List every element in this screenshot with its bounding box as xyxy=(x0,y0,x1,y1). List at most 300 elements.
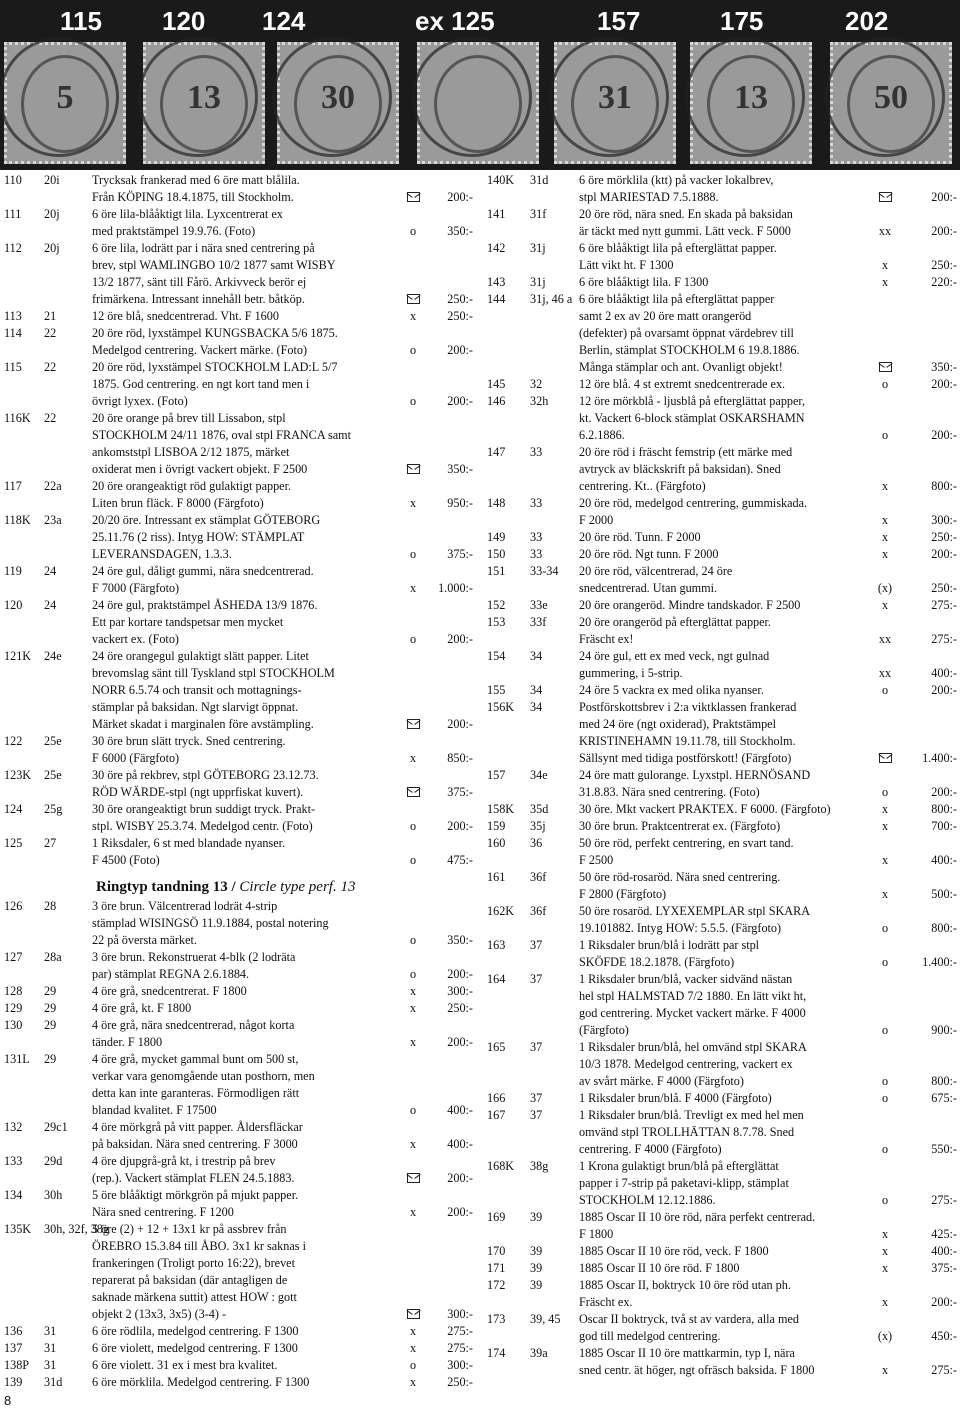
condition-mark: o xyxy=(881,377,889,391)
lot-number: 111 xyxy=(4,207,22,221)
facit-number: 32h xyxy=(530,394,549,408)
lot-price: 200:- xyxy=(447,967,473,981)
condition-mark: x xyxy=(409,1205,417,1219)
stamp-value: 13 xyxy=(734,79,768,116)
lot-description: 20 öre röd, medelgod centrering, gummiskada. F 2000 xyxy=(579,496,808,527)
condition-mark: xx xyxy=(878,632,892,646)
lot-price: 200:- xyxy=(931,785,957,799)
lot-entry xyxy=(487,240,957,274)
facit-number: 35j xyxy=(530,819,546,833)
condition-mark: o xyxy=(881,921,889,935)
facit-number: 33f xyxy=(530,615,547,629)
facit-number: 31j, 46 a xyxy=(530,292,573,306)
lot-entry xyxy=(4,1374,474,1391)
lot-price: 400:- xyxy=(931,853,957,867)
facit-number: 30h, 32f, 38g xyxy=(44,1222,109,1236)
lot-price: 200:- xyxy=(931,683,957,697)
lot-entry xyxy=(487,937,957,971)
lot-price: 200:- xyxy=(447,717,473,731)
lot-number: 156K xyxy=(487,700,515,714)
lot-description: 20 öre orangeröd. Mindre tandskador. F 2500 xyxy=(579,598,801,612)
facit-number: 22 xyxy=(44,411,57,425)
facit-number: 29d xyxy=(44,1154,63,1168)
condition-mark: o xyxy=(409,547,417,561)
condition-mark: x xyxy=(409,1324,417,1338)
lot-price: 250:- xyxy=(931,581,957,595)
lot-price: 200:- xyxy=(931,547,957,561)
facit-number: 25g xyxy=(44,802,63,816)
facit-number: 39 xyxy=(530,1210,543,1224)
condition-mark: x xyxy=(409,309,417,323)
facit-number: 38g xyxy=(530,1159,549,1173)
facit-number: 34e xyxy=(530,768,548,782)
lot-description: 50 öre rosaröd. LYXEXEMPLAR stpl SKARA 19.101882. Intyg HOW: 5.5.5. (Färgfoto) xyxy=(579,904,811,935)
lot-number: 174 xyxy=(487,1346,506,1360)
lot-entry xyxy=(487,1243,957,1260)
lot-number: 150 xyxy=(487,547,506,561)
lot-number: 126 xyxy=(4,899,23,913)
lot-description: 24 öre gul, ett ex med veck, ngt gulnad gummering, i 5-strip. xyxy=(579,649,770,680)
lot-price: 350:- xyxy=(447,462,473,476)
facit-number: 22 xyxy=(44,360,57,374)
lot-number: 131L xyxy=(4,1052,30,1066)
envelope-icon xyxy=(407,294,420,304)
banner-label: 175 xyxy=(720,6,764,36)
condition-mark: x xyxy=(409,984,417,998)
banner-label: 124 xyxy=(262,6,306,36)
condition-mark: xx xyxy=(878,224,892,238)
lot-number: 128 xyxy=(4,984,23,998)
stamp-value: 31 xyxy=(598,79,632,116)
facit-number: 21 xyxy=(44,309,57,323)
lot-entry xyxy=(487,1209,957,1243)
facit-number: 33 xyxy=(530,496,543,510)
condition-mark: x xyxy=(409,1375,417,1389)
condition-mark: x xyxy=(881,853,889,867)
facit-number: 20j xyxy=(44,207,60,221)
banner-label: 115 xyxy=(60,6,102,36)
lot-entry xyxy=(4,801,474,835)
lot-description: 6 öre lila, lodrätt par i nära sned centrering på brev, stpl WAMLINGBO 10/2 1877 samt WISBY 13/2 1877, sänt till Fårö. Arkivveck berör ej frimärkena. Intressant innehåll betr. båtköp. xyxy=(92,241,336,306)
envelope-icon xyxy=(407,1309,420,1319)
lot-number: 132 xyxy=(4,1120,23,1134)
stamp-value: 50 xyxy=(874,79,908,116)
lot-entry xyxy=(487,1345,957,1379)
facit-number: 24 xyxy=(44,598,57,612)
condition-mark: xx xyxy=(878,666,892,680)
lot-price: 275:- xyxy=(447,1341,473,1355)
condition-mark: x xyxy=(881,530,889,544)
lot-entry xyxy=(487,1158,957,1209)
lot-description: 4 öre grå, mycket gammal bunt om 500 st, verkar vara genomgående utan posthorn, men detta kan inte garanteras. Förmodligen rätt blandad kvalitet. F 17500 xyxy=(92,1052,315,1117)
condition-mark xyxy=(869,750,901,767)
lot-number: 157 xyxy=(487,768,506,782)
lot-price: 250:- xyxy=(447,1375,473,1389)
facit-number: 33 xyxy=(530,530,543,544)
lot-number: 139 xyxy=(4,1375,23,1389)
lot-price: 450:- xyxy=(931,1329,957,1343)
lot-number: 142 xyxy=(487,241,506,255)
condition-mark: x xyxy=(409,1001,417,1015)
lot-number: 159 xyxy=(487,819,506,833)
lot-entry xyxy=(4,949,474,983)
facit-number: 31 xyxy=(44,1341,57,1355)
lot-entry xyxy=(4,733,474,767)
condition-mark: x xyxy=(881,275,889,289)
lot-entry xyxy=(4,597,474,648)
lot-number: 116K xyxy=(4,411,31,425)
lot-entry xyxy=(487,682,957,699)
condition-mark: x xyxy=(881,1244,889,1258)
lot-price: 425:- xyxy=(931,1227,957,1241)
lot-entry xyxy=(4,1153,474,1187)
lot-description: 1 Riksdaler, 6 st med blandade nyanser. F 4500 (Foto) xyxy=(92,836,286,867)
lot-number: 144 xyxy=(487,292,506,306)
facit-number: 25e xyxy=(44,734,62,748)
lot-description: 20 öre orangeaktigt röd gulaktigt papper. Liten brun fläck. F 8000 (Färgfoto) xyxy=(92,479,292,510)
lot-description: 6 öre blååktigt lila på efterglättat papper. Lätt vikt ht. F 1300 xyxy=(579,241,777,272)
lot-description: 50 öre röd, perfekt centrering, en svart tand. F 2500 xyxy=(579,836,794,867)
lot-price: 500:- xyxy=(931,887,957,901)
stamp-image xyxy=(830,42,952,164)
lot-description: 4 öre grå, kt. F 1800 xyxy=(92,1001,192,1015)
lot-price: 200:- xyxy=(447,190,473,204)
lot-price: 200:- xyxy=(447,343,473,357)
lot-entry xyxy=(487,274,957,291)
lot-price: 300:- xyxy=(447,984,473,998)
lot-description: 12 öre mörkblå - ljusblå på efterglättat papper, kt. Vackert 6-block stämplat OSKARSHAMN 6.2.1886. xyxy=(579,394,806,442)
lot-entry xyxy=(4,172,474,206)
lot-entry xyxy=(4,1000,474,1017)
banner-label: 202 xyxy=(845,6,889,36)
lot-price: 275:- xyxy=(447,1324,473,1338)
lot-price: 200:- xyxy=(447,632,473,646)
lot-entry xyxy=(4,983,474,1000)
lot-price: 400:- xyxy=(931,666,957,680)
lot-number: 112 xyxy=(4,241,22,255)
facit-number: 29c1 xyxy=(44,1120,68,1134)
lot-price: 300:- xyxy=(931,513,957,527)
condition-mark: x xyxy=(409,751,417,765)
page-number: 8 xyxy=(4,1393,12,1408)
lot-description: 4 öre grå, nära snedcentrerad, något korta tänder. F 1800 xyxy=(92,1018,295,1049)
facit-number: 31d xyxy=(530,173,549,187)
lot-entry xyxy=(4,325,474,359)
facit-number: 37 xyxy=(530,1040,543,1054)
lot-description: 1 Krona gulaktigt brun/blå på efterglättat papper i 7-strip på paketavi-klipp, stämplat STOCKHOLM 12.12.1886. xyxy=(579,1159,789,1207)
condition-mark: o xyxy=(409,819,417,833)
lot-number: 164 xyxy=(487,972,506,986)
condition-mark: o xyxy=(409,1358,417,1372)
lot-number: 169 xyxy=(487,1210,506,1224)
condition-mark: x xyxy=(409,581,417,595)
lot-description: 12 öre blå, snedcentrerad. Vht. F 1600 xyxy=(92,309,279,323)
lot-price: 400:- xyxy=(447,1103,473,1117)
lot-number: 167 xyxy=(487,1108,506,1122)
lot-entry xyxy=(487,495,957,529)
right-column xyxy=(487,172,957,1379)
lot-price: 275:- xyxy=(931,1193,957,1207)
lot-number: 160 xyxy=(487,836,506,850)
lot-description: 4 öre mörkgrå på vitt papper. Åldersfläckar på baksidan. Nära sned centrering. F 3000 xyxy=(92,1120,303,1151)
lot-number: 163 xyxy=(487,938,506,952)
lot-number: 162K xyxy=(487,904,515,918)
lot-entry xyxy=(487,376,957,393)
envelope-icon xyxy=(407,787,420,797)
lot-number: 152 xyxy=(487,598,506,612)
condition-mark: o xyxy=(881,683,889,697)
condition-mark: x xyxy=(881,1227,889,1241)
lot-number: 134 xyxy=(4,1188,23,1202)
facit-number: 24e xyxy=(44,649,62,663)
lot-description: 6 öre mörklila (ktt) på vacker lokalbrev, stpl MARIESTAD 7.5.1888. xyxy=(579,173,774,204)
condition-mark: x xyxy=(881,1295,889,1309)
condition-mark: x xyxy=(881,819,889,833)
lot-price: 250:- xyxy=(931,258,957,272)
lot-description: 3 öre brun. Välcentrerad lodrät 4-strip stämplad WISINGSÖ 11.9.1884, postal notering 22 på översta märket. xyxy=(92,899,329,947)
facit-number: 31j xyxy=(530,241,546,255)
lot-entry xyxy=(4,410,474,478)
lot-number: 141 xyxy=(487,207,506,221)
heading-text-english: Circle type perf. 13 xyxy=(239,879,356,895)
condition-mark xyxy=(402,461,424,478)
lot-number: 172 xyxy=(487,1278,506,1292)
facit-number: 28 xyxy=(44,899,57,913)
lot-entry xyxy=(4,512,474,563)
condition-mark: x xyxy=(881,479,889,493)
left-column xyxy=(4,172,474,1391)
lot-description: 6 öre rödlila, medelgod centrering. F 1300 xyxy=(92,1324,299,1338)
lot-description: 20 öre röd. Ngt tunn. F 2000 xyxy=(579,547,719,561)
lot-number: 155 xyxy=(487,683,506,697)
lot-description: 20 öre röd, välcentrerad, 24 öre snedcentrerad. Utan gummi. xyxy=(579,564,733,595)
lot-price: 800:- xyxy=(931,802,957,816)
facit-number: 20i xyxy=(44,173,60,187)
lot-description: 1 Riksdaler brun/blå. F 4000 (Färgfoto) xyxy=(579,1091,772,1105)
lot-description: 20 öre orangeröd på efterglättat papper. Fräscht ex! xyxy=(579,615,771,646)
condition-mark: o xyxy=(409,967,417,981)
lot-description: 6 öre mörklila. Medelgod centrering. F 1300 xyxy=(92,1375,310,1389)
lot-price: 350:- xyxy=(931,360,957,374)
lot-price: 200:- xyxy=(447,819,473,833)
lot-price: 300:- xyxy=(447,1307,473,1321)
lot-price: 200:- xyxy=(931,1295,957,1309)
lot-entry xyxy=(487,818,957,835)
lot-price: 275:- xyxy=(931,632,957,646)
lot-entry xyxy=(4,1051,474,1119)
lot-price: 200:- xyxy=(931,190,957,204)
lot-number: 118K xyxy=(4,513,31,527)
lot-price: 375:- xyxy=(447,547,473,561)
lot-number: 123K xyxy=(4,768,32,782)
banner-label: 120 xyxy=(162,6,206,36)
facit-number: 35d xyxy=(530,802,549,816)
lot-price: 700:- xyxy=(931,819,957,833)
lot-price: 1.000:- xyxy=(438,581,473,595)
facit-number: 29 xyxy=(44,1018,57,1032)
lot-description: 6 öre lila-blååktigt lila. Lyxcentrerat ex med praktstämpel 19.9.76. (Foto) xyxy=(92,207,283,238)
lot-number: 143 xyxy=(487,275,506,289)
stamp-value: 5 xyxy=(56,79,74,116)
condition-mark xyxy=(402,1306,424,1323)
lot-entry xyxy=(487,869,957,903)
lot-price: 200:- xyxy=(931,377,957,391)
facit-number: 37 xyxy=(530,1091,543,1105)
lot-description: 5 öre (2) + 12 + 13x1 kr på assbrev från ÖREBRO 15.3.84 till ÅBO. 3x1 kr saknas i frankeringen (Troligt porto 16:22), brevet reparerat på baksidan (där antagligen de saknade märkena suttit) attest HOW : gott objekt 2 (13x3, 3x5) (3-4) - xyxy=(92,1222,306,1321)
lot-description: 5 öre blååktigt mörkgrön på mjukt papper. Nära sned centrering. F 1200 xyxy=(92,1188,299,1219)
lot-number: 168K xyxy=(487,1159,515,1173)
lot-entry xyxy=(487,1090,957,1107)
lot-entry xyxy=(4,1340,474,1357)
lot-entry xyxy=(4,898,474,949)
lot-entry xyxy=(4,240,474,308)
lot-description: 20 öre orange på brev till Lissabon, stpl STOCKHOLM 24/11 1876, oval stpl FRANCA samt ankomststpl LISBOA 2/12 1875, märket oxiderat men i övrigt vackert objekt. F 2500 xyxy=(92,411,352,476)
envelope-icon xyxy=(879,192,892,202)
lot-entry xyxy=(487,1039,957,1090)
lot-entry xyxy=(487,546,957,563)
lot-description: 24 öre orangegul gulaktigt slätt papper. Litet brevomslag sänt till Tyskland stpl STOCKHOLM NORR 6.5.74 och transit och mottagnings- stämplar på baksidan. Ngt slarvigt öppnat. Märket skadat i marginalen före avstämpling. xyxy=(92,649,335,731)
stamp-value: 30 xyxy=(321,79,355,116)
lot-entry xyxy=(487,1107,957,1158)
condition-mark: x xyxy=(881,258,889,272)
lot-description: 1885 Oscar II 10 öre röd, veck. F 1800 xyxy=(579,1244,769,1258)
lot-entry xyxy=(487,801,957,818)
lot-number: 153 xyxy=(487,615,506,629)
facit-number: 36f xyxy=(530,904,547,918)
lot-number: 114 xyxy=(4,326,22,340)
envelope-icon xyxy=(407,719,420,729)
lot-description: 1 Riksdaler brun/blå, hel omvänd stpl SKARA 10/3 1878. Medelgod centrering, vackert ex av svårt märke. F 4000 (Färgfoto) xyxy=(579,1040,807,1088)
lot-price: 350:- xyxy=(447,933,473,947)
lot-number: 119 xyxy=(4,564,22,578)
lot-number: 165 xyxy=(487,1040,506,1054)
facit-number: 28a xyxy=(44,950,62,964)
lot-description: 1 Riksdaler brun/blå i lodrätt par stpl SKÖFDE 18.2.1878. (Färgfoto) xyxy=(579,938,760,969)
condition-mark xyxy=(869,359,901,376)
condition-mark: x xyxy=(881,598,889,612)
facit-number: 39 xyxy=(530,1278,543,1292)
condition-mark: o xyxy=(881,1074,889,1088)
facit-number: 34 xyxy=(530,683,543,697)
lot-entry xyxy=(487,597,957,614)
condition-mark: o xyxy=(409,1103,417,1117)
lot-price: 200:- xyxy=(447,394,473,408)
lot-price: 200:- xyxy=(931,428,957,442)
lot-description: Trycksak frankerad med 6 öre matt blålila. Från KÖPING 18.4.1875, till Stockholm. xyxy=(92,173,300,204)
condition-mark: x xyxy=(881,887,889,901)
lot-entry xyxy=(487,699,957,767)
facit-number: 34 xyxy=(530,700,543,714)
lot-number: 140K xyxy=(487,173,515,187)
facit-number: 39a xyxy=(530,1346,548,1360)
lot-entry xyxy=(487,1311,957,1345)
lot-number: 136 xyxy=(4,1324,23,1338)
lot-number: 129 xyxy=(4,1001,23,1015)
condition-mark xyxy=(402,189,424,206)
condition-mark: o xyxy=(881,1193,889,1207)
lot-number: 121K xyxy=(4,649,32,663)
lot-description: 20 öre röd i fräscht femstrip (ett märke med avtryck av bläckskrift på baksidan). Sned centrering. Kt.. (Färgfoto) xyxy=(579,445,793,493)
lot-price: 1.400:- xyxy=(922,751,957,765)
lot-entry xyxy=(4,835,474,869)
condition-mark: o xyxy=(409,394,417,408)
facit-number: 30h xyxy=(44,1188,63,1202)
condition-mark: x xyxy=(881,1261,889,1275)
facit-number: 22a xyxy=(44,479,62,493)
lot-entry xyxy=(4,478,474,512)
condition-mark: x xyxy=(409,1035,417,1049)
condition-mark: x xyxy=(409,1137,417,1151)
facit-number: 33e xyxy=(530,598,548,612)
lot-entry xyxy=(487,648,957,682)
lot-price: 800:- xyxy=(931,479,957,493)
lot-description: 30 öre brun. Praktcentrerat ex. (Färgfoto) xyxy=(579,819,781,833)
lot-price: 800:- xyxy=(931,921,957,935)
lot-price: 675:- xyxy=(931,1091,957,1105)
condition-mark: o xyxy=(881,1023,889,1037)
lot-entry xyxy=(487,393,957,444)
lot-number: 154 xyxy=(487,649,506,663)
lot-price: 375:- xyxy=(447,785,473,799)
facit-number: 36 xyxy=(530,836,543,850)
facit-number: 24 xyxy=(44,564,57,578)
facit-number: 20j xyxy=(44,241,60,255)
facit-number: 31j xyxy=(530,275,546,289)
lot-number: 145 xyxy=(487,377,506,391)
lot-description: 20/20 öre. Intressant ex stämplat GÖTEBORG 25.11.76 (2 riss). Intyg HOW: STÄMPLAT LEVERANSDAGEN, 1.3.3. xyxy=(92,513,321,561)
heading-text: Ringtyp tandning 13 xyxy=(96,879,228,895)
condition-mark: o xyxy=(881,785,889,799)
condition-mark xyxy=(402,784,424,801)
condition-mark: x xyxy=(409,1341,417,1355)
facit-number: 33 xyxy=(530,445,543,459)
lot-entry xyxy=(487,971,957,1039)
facit-number: 29 xyxy=(44,1052,57,1066)
condition-mark: x xyxy=(409,496,417,510)
lot-description: 30 öre orangeaktigt brun suddigt tryck. Prakt- stpl. WISBY 25.3.74. Medelgod centr. (Foto) xyxy=(92,802,316,833)
lot-entry xyxy=(4,1187,474,1221)
lot-description: 24 öre gul, dåligt gummi, nära snedcentrerad. F 7000 (Färgfoto) xyxy=(92,564,314,595)
stamp-value: 13 xyxy=(187,79,221,116)
lot-entry xyxy=(487,1277,957,1311)
lot-description: 50 öre röd-rosaröd. Nära sned centrering. F 2800 (Färgfoto) xyxy=(579,870,781,901)
facit-number: 36f xyxy=(530,870,547,884)
facit-number: 32 xyxy=(530,377,543,391)
stamp-image xyxy=(690,42,812,164)
facit-number: 37 xyxy=(530,1108,543,1122)
lot-entry xyxy=(487,835,957,869)
lot-description: 24 öre gul, praktstämpel ÅSHEDA 13/9 1876. Ett par kortare tandspetsar men mycket vackert ex. (Foto) xyxy=(92,598,318,646)
lot-entry xyxy=(4,648,474,733)
lot-number: 122 xyxy=(4,734,23,748)
lot-price: 250:- xyxy=(447,309,473,323)
lot-number: 133 xyxy=(4,1154,23,1168)
condition-mark: x xyxy=(881,513,889,527)
stamp-image xyxy=(554,42,676,164)
lot-entry xyxy=(487,767,957,801)
lot-description: 1885 Oscar II 10 öre mattkarmin, typ I, nära sned centr. ät höger, ngt ofräsch baksida. F 1800 xyxy=(579,1346,815,1377)
condition-mark xyxy=(869,189,901,206)
lot-entry xyxy=(487,563,957,597)
lot-price: 250:- xyxy=(447,1001,473,1015)
condition-mark: o xyxy=(409,343,417,357)
lot-price: 300:- xyxy=(447,1358,473,1372)
lot-description: 6 öre violett. 31 ex i mest bra kvalitet. xyxy=(92,1358,278,1372)
lot-description: 1885 Oscar II 10 öre röd, nära perfekt centrerad. F 1800 xyxy=(579,1210,816,1241)
postmark xyxy=(412,37,532,157)
lot-price: 200:- xyxy=(931,224,957,238)
stamp-image xyxy=(277,42,399,164)
